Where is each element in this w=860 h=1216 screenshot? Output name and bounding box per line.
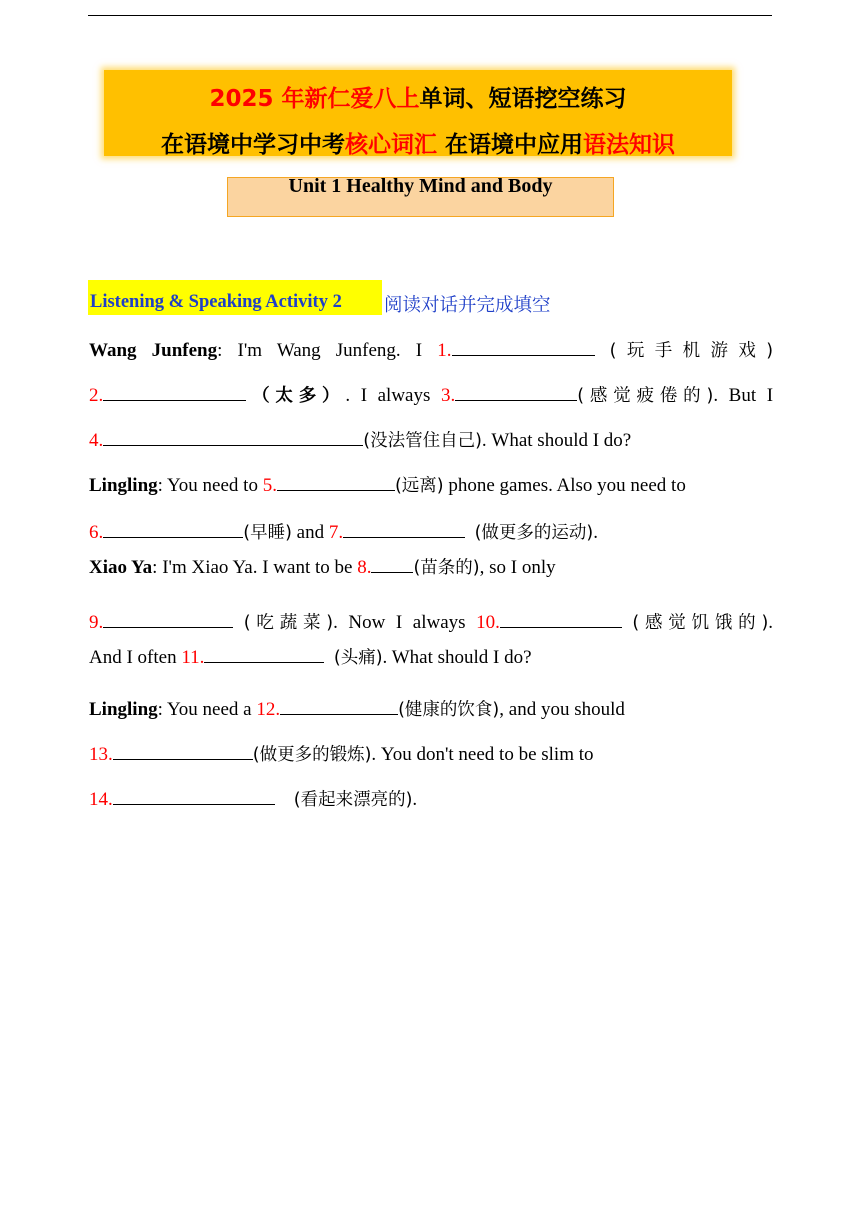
hint-8: (苗条的) <box>413 558 480 578</box>
speaker-name: Lingling <box>89 475 158 496</box>
blank-number-2: 2. <box>89 385 104 406</box>
hint-2: （太多） <box>246 386 346 406</box>
blank-number-6: 6. <box>89 522 104 543</box>
dialogue-line-8: And I often 11. (头痛). What should I do? <box>89 644 773 670</box>
hint-13: (做更多的锻炼) <box>252 745 372 765</box>
section-title: Listening & Speaking Activity 2 <box>90 292 342 312</box>
answer-blank-1[interactable] <box>452 337 595 356</box>
answer-blank-10[interactable] <box>500 609 622 628</box>
hint-1: (玩手机游戏) <box>609 341 774 361</box>
hint-14: (看起来漂亮的) <box>293 790 413 810</box>
hint-9: (吃蔬菜) <box>243 613 334 633</box>
hint-6: (早睡) <box>243 523 292 543</box>
title-banner <box>104 70 732 156</box>
answer-blank-3[interactable] <box>455 382 577 401</box>
dialogue-line-10: 13. (做更多的锻炼). You don't need to be slim to <box>89 741 773 767</box>
blank-number-4: 4. <box>89 430 104 451</box>
banner-title-line-2: 在语境中学习中考核心词汇 在语境中应用语法知识 <box>160 132 675 158</box>
answer-blank-13[interactable] <box>113 741 253 760</box>
dialogue-line-7: 9. (吃蔬菜). Now I always 10. (感觉饥饿的). <box>89 609 773 635</box>
blank-number-13: 13. <box>89 744 113 765</box>
hint-5: (远离) <box>394 476 444 496</box>
banner-title-line-1: 2025 年新仁爱八上单词、短语挖空练习 <box>209 86 627 112</box>
blank-number-10: 10. <box>476 612 500 633</box>
blank-number-3: 3. <box>440 385 456 406</box>
speaker-name: Xiao Ya <box>89 557 153 578</box>
answer-blank-6[interactable] <box>103 519 243 538</box>
hint-3: (感觉疲倦的) <box>577 386 714 406</box>
answer-blank-14[interactable] <box>113 786 275 805</box>
blank-number-7: 7. <box>328 522 344 543</box>
speaker-name: Lingling <box>89 699 158 720</box>
blank-number-12: 12. <box>256 699 281 720</box>
dialogue-line-6: Xiao Ya: I'm Xiao Ya. I want to be 8. (苗条的), so I only <box>89 554 773 580</box>
section-instruction: 阅读对话并完成填空 <box>384 295 551 316</box>
blank-number-11: 11. <box>181 647 205 668</box>
hint-4: (没法管住自己) <box>363 431 482 451</box>
answer-blank-8[interactable] <box>371 554 413 573</box>
dialogue-line-4: Lingling: You need to 5. (远离) phone games. Also you need to <box>89 472 773 498</box>
dialogue-line-5: 6. (早睡) and 7. (做更多的运动). <box>89 519 773 545</box>
answer-blank-12[interactable] <box>280 696 398 715</box>
header-rule <box>88 15 772 16</box>
speaker-name: Wang Junfeng <box>89 340 218 361</box>
answer-blank-7[interactable] <box>343 519 465 538</box>
hint-11: (头痛) <box>333 648 383 668</box>
unit-title-box <box>227 177 614 217</box>
answer-blank-5[interactable] <box>277 472 395 491</box>
blank-number-1: 1. <box>437 340 452 361</box>
blank-number-9: 9. <box>89 612 104 633</box>
hint-10: (感觉饥饿的) <box>632 613 769 633</box>
blank-number-8: 8. <box>357 557 372 578</box>
dialogue-line-2: 2. （太多）. I always 3. (感觉疲倦的). But I <box>89 382 773 408</box>
dialogue-line-3: 4. (没法管住自己). What should I do? <box>89 427 773 453</box>
answer-blank-9[interactable] <box>103 609 233 628</box>
answer-blank-2[interactable] <box>103 382 246 401</box>
hint-7: (做更多的运动) <box>474 523 594 543</box>
answer-blank-11[interactable] <box>204 644 324 663</box>
answer-blank-4[interactable] <box>103 427 363 446</box>
hint-12: (健康的饮食) <box>398 700 500 720</box>
blank-number-5: 5. <box>262 475 277 496</box>
blank-number-14: 14. <box>89 789 113 810</box>
unit-title: Unit 1 Healthy Mind and Body <box>288 175 553 197</box>
dialogue-line-1: Wang Junfeng: I'm Wang Junfeng. I 1. (玩手机游戏) <box>89 337 773 363</box>
dialogue-line-9: Lingling: You need a 12. (健康的饮食), and you should <box>89 696 773 722</box>
dialogue-line-11: 14. (看起来漂亮的). <box>89 786 773 812</box>
